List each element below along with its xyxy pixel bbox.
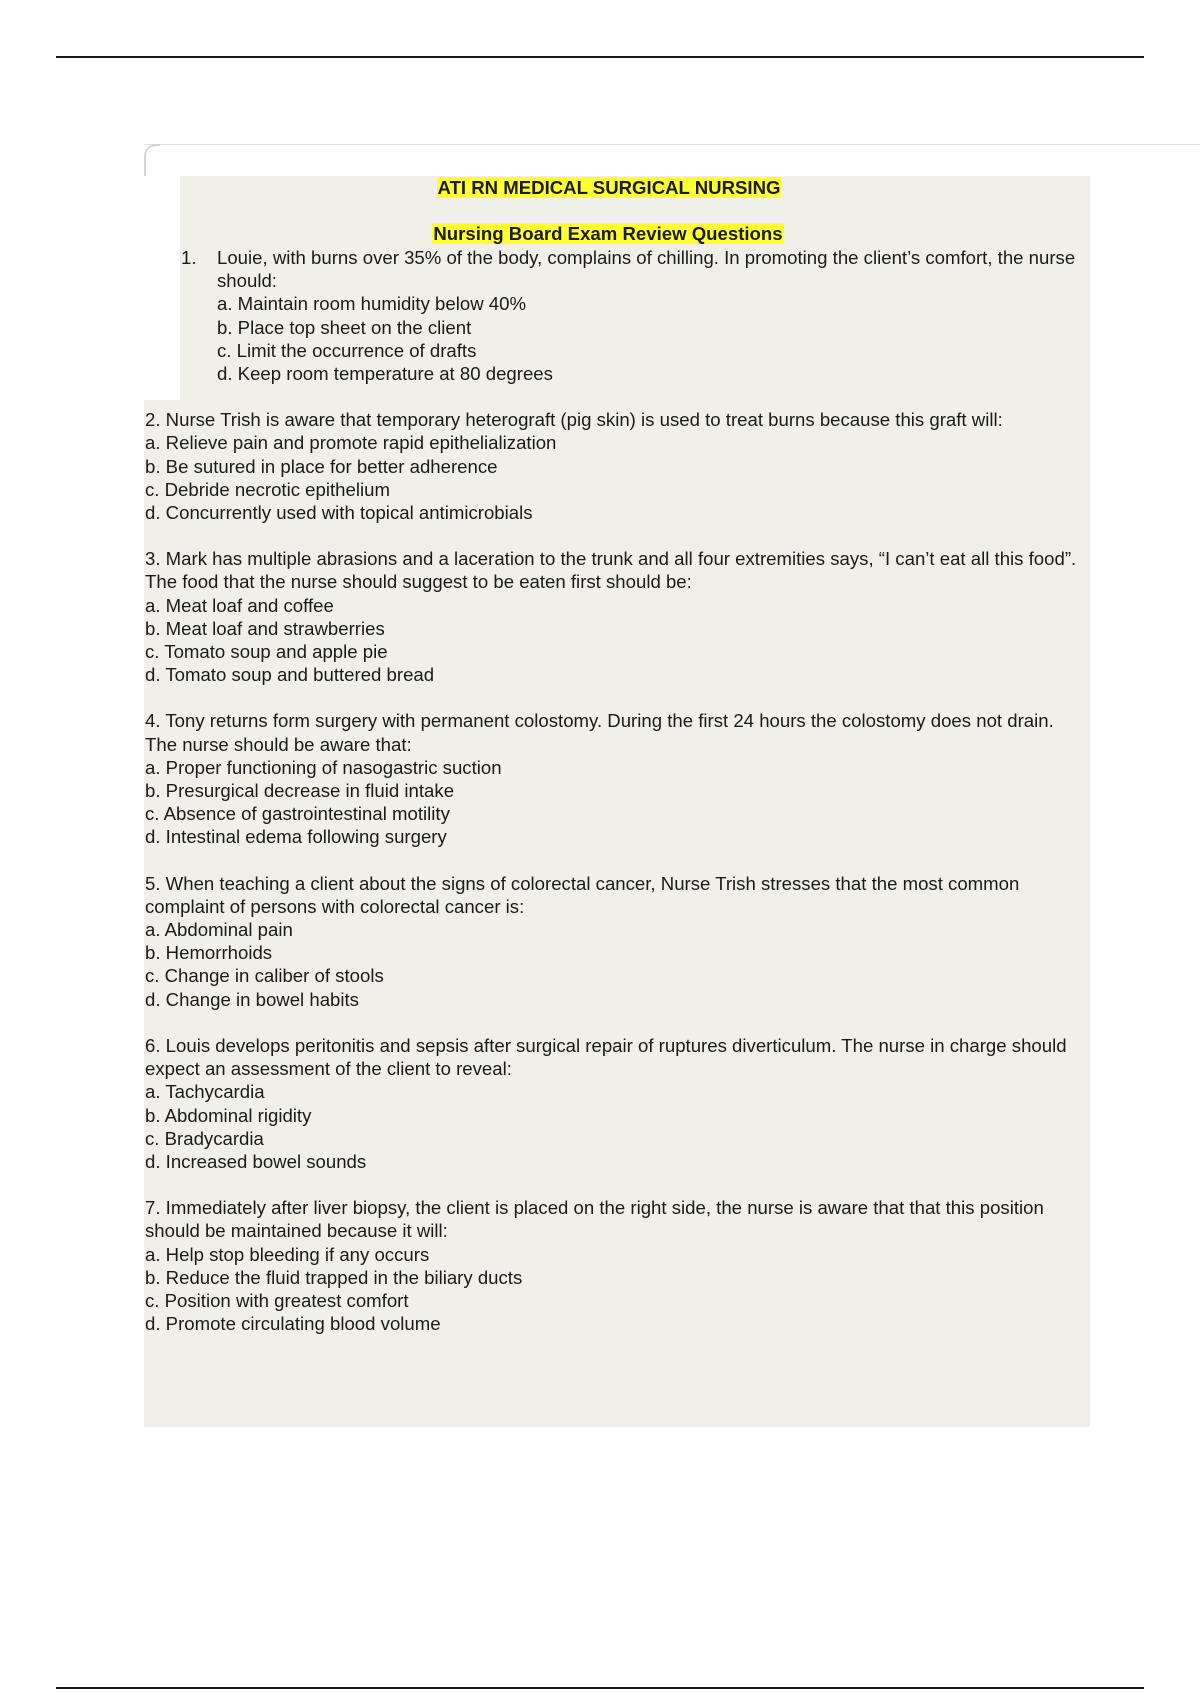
question-4-option-a: a. Proper functioning of nasogastric suction bbox=[145, 756, 502, 778]
question-2-option-a: a. Relieve pain and promote rapid epithelialization bbox=[145, 432, 557, 454]
question-5-option-b: b. Hemorrhoids bbox=[145, 942, 273, 964]
question-1-text: Louie, with burns over 35% of the body, complains of chilling. In promoting the client’s comfort, the nurse should: bbox=[217, 247, 1076, 292]
question-4 bbox=[145, 709, 1085, 848]
question-1 bbox=[181, 246, 1085, 385]
question-1-option-b: b. Place top sheet on the client bbox=[217, 316, 472, 338]
document-subtitle-text: Nursing Board Exam Review Questions bbox=[433, 223, 783, 244]
question-7-option-a: a. Help stop bleeding if any occurs bbox=[145, 1243, 430, 1265]
top-rule bbox=[56, 56, 1144, 58]
question-3 bbox=[145, 547, 1085, 686]
question-2-option-c: c. Debride necrotic epithelium bbox=[145, 478, 390, 500]
scan-frame-edge bbox=[144, 144, 1200, 145]
question-7-option-d: d. Promote circulating blood volume bbox=[145, 1313, 441, 1335]
document-title bbox=[133, 176, 1085, 200]
question-6-option-b: b. Abdominal rigidity bbox=[145, 1104, 312, 1126]
question-5-option-a: a. Abdominal pain bbox=[145, 919, 293, 941]
question-7-option-b: b. Reduce the fluid trapped in the biliary ducts bbox=[145, 1266, 523, 1288]
question-3-option-a: a. Meat loaf and coffee bbox=[145, 594, 334, 616]
question-6-option-c: c. Bradycardia bbox=[145, 1127, 264, 1149]
question-6-text: 6. Louis develops peritonitis and sepsis after surgical repair of ruptures diverticulum. The nurse in charge should expect an assessment of the client to reveal: bbox=[145, 1034, 1067, 1080]
question-3-option-d: d. Tomato soup and buttered bread bbox=[145, 664, 435, 686]
question-1-option-c: c. Limit the occurrence of drafts bbox=[217, 339, 477, 361]
question-5-text: 5. When teaching a client about the signs of colorectal cancer, Nurse Trish stresses that the most common complaint of persons with colorectal cancer is: bbox=[145, 872, 1020, 917]
question-1-option-d: d. Keep room temperature at 80 degrees bbox=[217, 363, 553, 385]
question-6-option-d: d. Increased bowel sounds bbox=[145, 1150, 367, 1172]
document-title-text: ATI RN MEDICAL SURGICAL NURSING bbox=[437, 177, 781, 198]
question-7-option-c: c. Position with greatest comfort bbox=[145, 1289, 409, 1311]
question-4-text: 4. Tony returns form surgery with permanent colostomy. During the first 24 hours the colostomy does not drain. The nurse should be aware that: bbox=[145, 710, 1054, 755]
scan-frame-corner bbox=[144, 144, 160, 176]
question-2-option-d: d. Concurrently used with topical antimicrobials bbox=[145, 502, 533, 524]
question-7 bbox=[145, 1196, 1085, 1335]
question-5-option-c: c. Change in caliber of stools bbox=[145, 965, 384, 987]
question-2-option-b: b. Be sutured in place for better adherence bbox=[145, 455, 498, 477]
document-content bbox=[145, 176, 1085, 1335]
document-subtitle bbox=[131, 222, 1085, 246]
question-2 bbox=[145, 408, 1085, 524]
question-4-option-b: b. Presurgical decrease in fluid intake bbox=[145, 780, 455, 802]
question-4-option-d: d. Intestinal edema following surgery bbox=[145, 826, 447, 848]
question-2-text: 2. Nurse Trish is aware that temporary heterograft (pig skin) is used to treat burns because this graft will: bbox=[145, 409, 1003, 431]
question-7-text: 7. Immediately after liver biopsy, the client is placed on the right side, the nurse is aware that that this position should be maintained because it will: bbox=[145, 1197, 1044, 1242]
question-6 bbox=[145, 1034, 1085, 1173]
question-6-option-a: a. Tachycardia bbox=[145, 1081, 265, 1103]
question-5 bbox=[145, 872, 1085, 1011]
question-3-option-c: c. Tomato soup and apple pie bbox=[145, 641, 388, 663]
question-3-option-b: b. Meat loaf and strawberries bbox=[145, 617, 385, 639]
question-1-option-a: a. Maintain room humidity below 40% bbox=[217, 293, 527, 315]
question-5-option-d: d. Change in bowel habits bbox=[145, 988, 359, 1010]
question-4-option-c: c. Absence of gastrointestinal motility bbox=[145, 803, 450, 825]
bottom-rule bbox=[56, 1687, 1144, 1689]
question-3-text: 3. Mark has multiple abrasions and a laceration to the trunk and all four extremities says, “I can’t eat all this food”. The food that the nurse should suggest to be eaten first should be: bbox=[145, 548, 1077, 593]
question-1-number: 1. bbox=[181, 247, 197, 268]
